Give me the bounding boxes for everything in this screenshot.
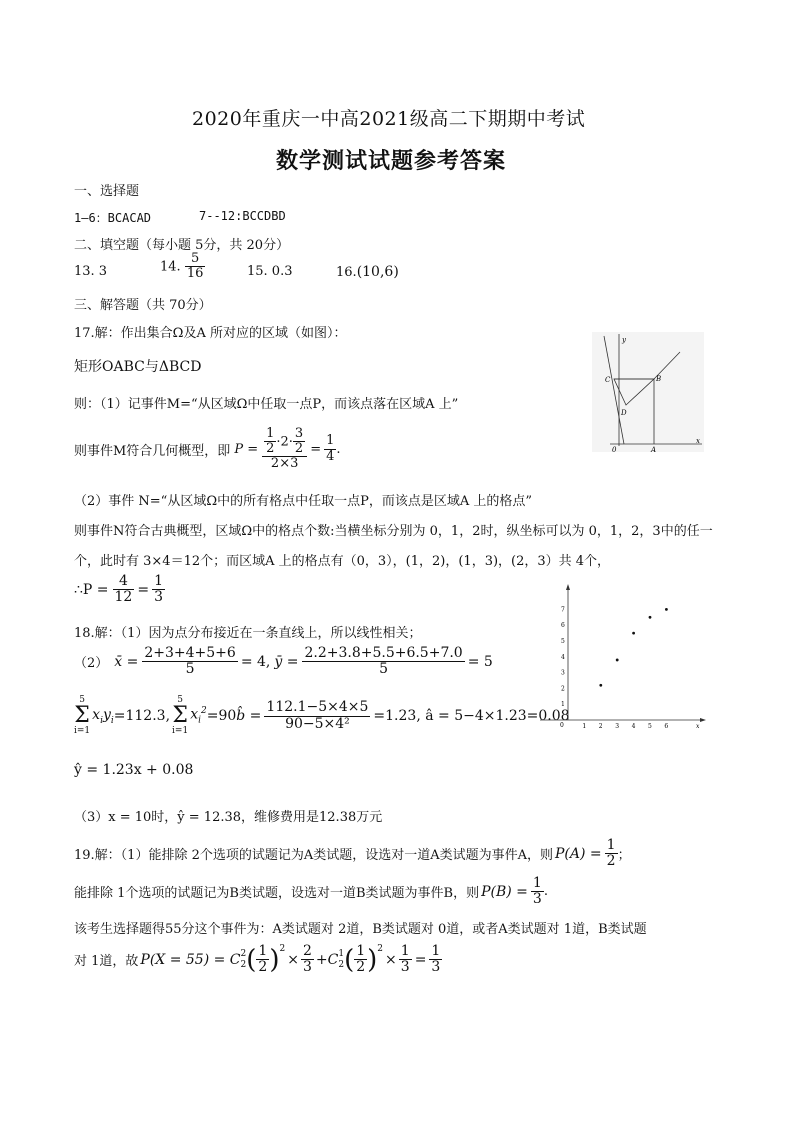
semicolon: ；	[617, 848, 631, 864]
dot-text: ·2·	[276, 433, 293, 449]
answer-15: 15. 0.3	[247, 264, 293, 279]
x-tick-label: 2	[598, 723, 603, 730]
y-tick-group	[561, 606, 565, 708]
q19-line4-prefix: 对 1道，故	[74, 954, 139, 970]
sum-upper: 5	[177, 695, 183, 705]
answer-16-value: (10,6)	[356, 264, 399, 280]
fraction-denominator: 3	[302, 959, 312, 976]
fraction-numerator: 1	[431, 943, 441, 959]
q19-line1-text: 19.解：（1）能排除 2个选项的试题记为A类试题，设选对一道A类试题为事件A，则	[74, 848, 554, 864]
sum-xx-result: =90	[206, 708, 237, 724]
section-heading-solutions: 三、解答题（共 70分）	[74, 298, 212, 313]
fraction-denominator: 5	[302, 661, 464, 677]
answer-14-fraction	[185, 252, 206, 282]
q18-regression: ŷ = 1.23x + 0.08	[74, 762, 194, 778]
fraction-denominator: 3	[400, 959, 410, 976]
therefore-P: ∴P =	[74, 581, 109, 598]
point-O: 0	[612, 446, 617, 452]
ybar-label: ȳ =	[274, 653, 299, 670]
fraction-numerator: 1	[326, 433, 335, 449]
PB-fraction	[531, 876, 544, 908]
q18-part3: （3）x = 10时，ŷ = 12.38，维修费用是12.38万元	[74, 810, 383, 825]
answer-14-label: 14.	[160, 259, 181, 275]
times: ×	[287, 951, 299, 968]
comb-sup: 1	[338, 949, 345, 960]
result-frac	[429, 944, 442, 976]
square-sup: 2	[377, 944, 384, 954]
fraction-numerator: 1	[356, 943, 366, 959]
fraction-denominator: 2	[606, 853, 616, 870]
fraction-denominator: 2	[266, 440, 275, 456]
fraction-numerator: 1	[154, 573, 163, 589]
times: ×	[385, 951, 397, 968]
q17-part2-line1: 则事件N符合古典概型，区域Ω中的格点个数:当横坐标分别为 0，1，2时，纵坐标可以为 0，1，2，3中的任一	[74, 524, 713, 539]
fraction-denominator: 90−5×4²	[264, 716, 370, 732]
data-point	[599, 684, 602, 687]
data-point	[632, 632, 635, 635]
half-frac-2	[354, 944, 367, 976]
q17-region-figure	[592, 332, 704, 452]
point-B: B	[656, 375, 662, 383]
PA-fraction	[605, 838, 618, 870]
q19-line2-text: 能排除 1个选项的试题记为B类试题，设选对一道B类试题为事件B，则	[74, 886, 480, 902]
page-title: 2020年重庆一中高2021级高二下期期中考试	[192, 108, 586, 130]
y-tick-label: 5	[561, 638, 565, 645]
PA-expr: P(A) =	[555, 845, 602, 862]
equals: =	[310, 441, 322, 457]
fraction-numerator: 1	[606, 837, 616, 853]
q17-part1-result	[324, 434, 336, 464]
ybar-fraction	[302, 646, 464, 678]
fraction-numerator: 1	[266, 425, 275, 441]
q17-part1-num	[262, 427, 307, 457]
fig-y-label: y	[622, 336, 626, 344]
data-point	[649, 616, 652, 619]
fraction-denominator: 3	[154, 589, 163, 606]
q19-line4: 对 1道，故 P(X = 55) = C 2 2 ( $\frac{1}{2}$ ) 2 × $\frac{2}{3}$ +C 1 2 ( $\frac{1}{2}$ ) 2 × $\frac{1}{3}$ = $\frac{1}{3}$	[74, 943, 441, 976]
section-heading-fill: 二、填空题（每小题 5分，共 20分）	[74, 238, 290, 253]
bhat-fraction	[264, 700, 370, 732]
fraction-numerator: 1	[258, 943, 268, 959]
q17-part2-text: （2）事件 N=“从区域Ω中的所有格点中任取一点P，而该点是区域A 上的格点”	[74, 494, 533, 509]
three-halves-fraction	[293, 427, 305, 457]
q19-line1	[74, 838, 631, 870]
comb-sub: 2	[240, 959, 247, 970]
fraction-denominator: 12	[114, 589, 133, 606]
q17-part2-line2: 个，此时有 3×4＝12个；而区域A 上的格点有（0，3），(1，2)，(1，3)，(2，3）共 4个，	[74, 554, 611, 569]
scatter-points	[599, 608, 667, 687]
x-tick-group	[582, 723, 668, 730]
answers-1-6: 1—6：BCACAD	[74, 211, 152, 225]
answer-13: 13. 3	[74, 264, 108, 279]
y-axis-arrow	[566, 584, 570, 590]
ybar-result: = 5	[467, 653, 493, 670]
sum-upper: 5	[79, 695, 85, 705]
equals: =	[137, 581, 150, 598]
y-tick-label: 1	[561, 701, 565, 709]
q17-intro: 17.解：作出集合Ω及A 所对应的区域（如图）：	[74, 326, 347, 341]
q17-part2-frac1	[113, 574, 135, 606]
plus-C: +C	[315, 951, 339, 968]
period: .	[543, 884, 548, 900]
q17-part1-P: P =	[234, 441, 259, 457]
bhat-label: b̂ =	[236, 708, 262, 724]
answers-7-12: 7--12:BCCDBD	[199, 209, 286, 223]
y-tick-label: 2	[561, 685, 565, 693]
xbar-result: = 4,	[240, 653, 271, 670]
page-subtitle: 数学测试试题参考答案	[276, 148, 507, 174]
q17-part1-big-fraction	[262, 427, 307, 472]
y-tick-label: 6	[561, 622, 565, 630]
q18-part1: 18.解：（1）因为点分布接近在一条直线上，所以线性相关；	[74, 626, 422, 641]
fraction-numerator: 2+3+4+5+6	[144, 645, 236, 661]
data-point	[616, 659, 619, 662]
point-C: C	[605, 376, 611, 384]
fraction-denominator: 5	[142, 661, 237, 677]
y-tick-label: 7	[561, 606, 565, 614]
fraction-numerator: 112.1−5×4×5	[266, 699, 369, 716]
scatter-x-label: x	[696, 723, 700, 730]
fraction-denominator: 3	[431, 959, 441, 976]
fraction-denominator: 2	[258, 959, 268, 976]
PX-expr: P(X = 55) = C	[140, 951, 241, 968]
scatter-origin: 0	[560, 722, 564, 729]
sum-xx	[172, 696, 188, 736]
comb-sub: 2	[338, 959, 345, 970]
answer-16-label: 16.	[336, 265, 357, 280]
fig-x-label: x	[696, 437, 700, 445]
fraction-numerator: 2.2+3.8+5.5+6.5+7.0	[304, 645, 463, 661]
PB-expr: P(B) =	[481, 883, 528, 900]
x-tick-label: 5	[648, 723, 652, 730]
comb-sup: 2	[240, 949, 247, 960]
q17-regions: 矩形OABC与ΔBCD	[74, 359, 202, 375]
sum-xy	[74, 696, 90, 736]
half-fraction	[264, 427, 276, 457]
answer-16	[336, 264, 399, 280]
point-A: A	[651, 446, 657, 452]
figure-background	[592, 332, 704, 452]
sum-lower: i=1	[74, 726, 91, 736]
y-tick-label: 4	[561, 653, 565, 661]
fraction-denominator: 3	[532, 891, 542, 908]
x-tick-label: 1	[582, 723, 587, 730]
q17-part2-frac2	[152, 574, 165, 606]
q18-means	[74, 646, 493, 678]
q18-sums: 5 Σ i=1 $x_iy_i$ =112.3, 5 Σ i=1 $x_i^2$ =90 b̂ = $\frac{112.1-5\times 4\times 5}{\text{90−5×4²}}$ =1.23, â = 5−4×1.23=0.08	[74, 695, 570, 736]
half-frac-1	[256, 944, 269, 976]
point-D: D	[621, 409, 627, 417]
q18-scatter-plot	[538, 582, 710, 734]
period: .	[336, 441, 341, 457]
fraction-numerator: 3	[294, 425, 304, 441]
bhat-result: =1.23, â = 5−4×1.23=0.08	[373, 708, 570, 724]
sum-xy-result: =112.3,	[113, 708, 171, 724]
sum-lower: i=1	[172, 726, 189, 736]
two-thirds-frac	[301, 944, 314, 976]
fraction-numerator: 1	[532, 875, 542, 891]
fraction-denominator: 2	[294, 440, 304, 456]
q19-line2	[74, 876, 548, 908]
fraction-numerator: 5	[190, 251, 200, 266]
q17-part1-prefix: 则事件M符合几何概型，即	[74, 443, 231, 459]
q18-part2-prefix: （2）	[74, 656, 109, 672]
answer-14	[160, 252, 205, 282]
equals: =	[414, 951, 427, 968]
fraction-denominator: 2	[356, 959, 366, 976]
xbar-label: x̄ =	[114, 653, 139, 670]
sigma-symbol: Σ	[74, 703, 90, 728]
fraction-numerator: 1	[400, 943, 410, 959]
x-tick-label: 3	[615, 723, 620, 730]
one-third-frac	[399, 944, 412, 976]
x-axis-arrow	[700, 718, 706, 722]
q19-line3: 该考生选择题得55分这个事件为：A类试题对 2道，B类试题对 0道，或者A类试题对 1道，B类试题	[74, 922, 647, 937]
q17-part2-result	[74, 574, 165, 606]
section-heading-choice: 一、选择题	[74, 184, 140, 199]
fraction-numerator: 2	[302, 943, 312, 959]
x-tick-label: 4	[631, 723, 636, 730]
xbar-fraction	[142, 646, 237, 678]
x-tick-label: 6	[664, 723, 669, 730]
fraction-denominator: 16	[186, 266, 204, 282]
y-tick-label: 3	[561, 669, 565, 677]
fraction-denominator: 4	[326, 448, 335, 464]
fraction-numerator: 4	[118, 573, 128, 589]
data-point	[665, 608, 668, 611]
q17-part1-formula	[74, 420, 341, 478]
square-sup: 2	[279, 944, 286, 954]
sigma-symbol: Σ	[172, 703, 188, 728]
q17-part1-den: 2×3	[262, 456, 307, 471]
q17-part1-text: 则：（1）记事件M=“从区域Ω中任取一点P，而该点落在区域A 上”	[74, 397, 459, 412]
